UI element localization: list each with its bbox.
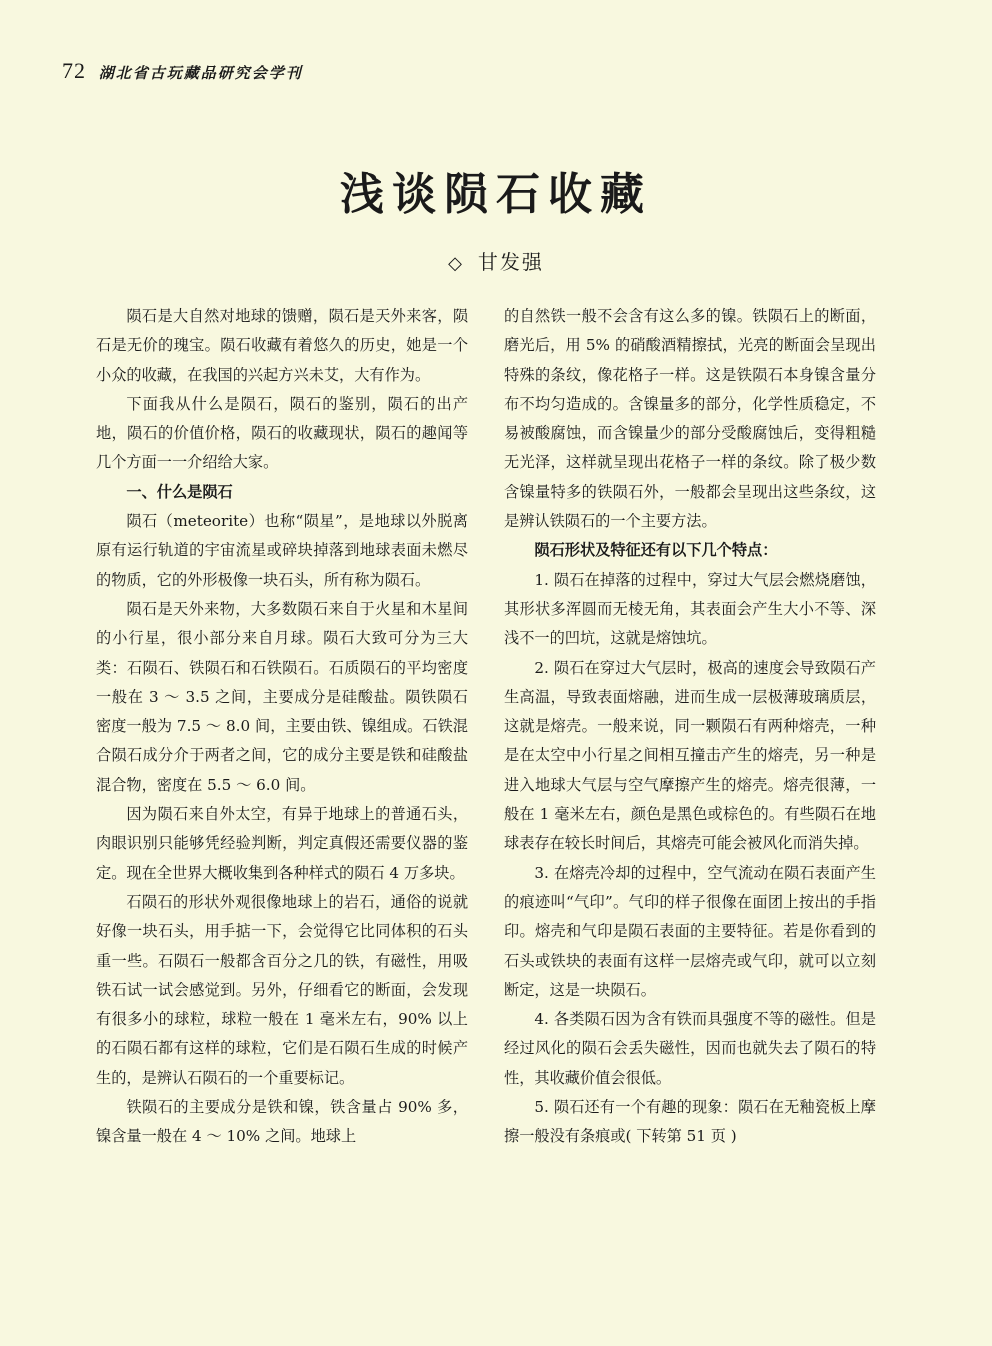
paragraph: 下面我从什么是陨石，陨石的鉴别，陨石的出产地，陨石的价值价格，陨石的收藏现状，陨石的趣闻等几个方面一一介绍给大家。 xyxy=(96,394,468,472)
right-column xyxy=(504,302,876,1152)
paragraph: 陨石是天外来物，大多数陨石来自于火星和木星间的小行星，很小部分来自月球。陨石大致可分为三大类：石陨石、铁陨石和石铁陨石。石质陨石的平均密度一般在 3 ～ 3.5 之间，主要成分是硅酸盐。陨铁陨石密度一般为 7.5 ～ 8.0 间，主要由铁、镍组成。石铁混合陨石成分介于两者之间，它的成分主要是铁和硅酸盐混合物，密度在 5.5 ～ 6.0 间。 xyxy=(96,599,468,794)
list-item: 3. 在熔壳冷却的过程中，空气流动在陨石表面产生的痕迹叫“气印”。气印的样子很像在面团上按出的手指印。熔壳和气印是陨石表面的主要特征。若是你看到的石头或铁块的表面有这样一层熔壳或气印，就可以立刻断定，这是一块陨石。 xyxy=(504,863,876,999)
author-line xyxy=(0,246,992,275)
paragraph: 铁陨石的主要成分是铁和镍，铁含量占 90% 多，镍含量一般在 4 ～ 10% 之间。地球上 xyxy=(96,1098,468,1146)
author-name: 甘发强 xyxy=(477,250,544,274)
running-header xyxy=(62,58,303,84)
list-item: 5. 陨石还有一个有趣的现象：陨石在无釉瓷板上摩擦一般没有条痕或( 下转第 51 页 ) xyxy=(504,1098,876,1146)
list-item: 4. 各类陨石因为含有铁而具强度不等的磁性。但是经过风化的陨石会丢失磁性，因而也就失去了陨石的特性，其收藏价值会很低。 xyxy=(504,1010,876,1087)
paragraph: 因为陨石来自外太空，有异于地球上的普通石头，肉眼识别只能够凭经验判断，判定真假还需要仪器的鉴定。现在全世界大概收集到各种样式的陨石 4 万多块。 xyxy=(96,805,468,882)
left-column xyxy=(96,302,468,1152)
paragraph: 陨石是大自然对地球的馈赠，陨石是天外来客，陨石是无价的瑰宝。陨石收藏有着悠久的历史，她是一个小众的收藏，在我国的兴起方兴未艾，大有作为。 xyxy=(96,307,468,384)
list-item: 1. 陨石在掉落的过程中，穿过大气层会燃烧磨蚀，其形状多浑圆而无棱无角，其表面会产生大小不等、深浅不一的凹坑，这就是熔蚀坑。 xyxy=(504,570,876,648)
journal-name: 湖北省古玩藏品研究会学刊 xyxy=(98,64,303,82)
article-title: 浅谈陨石收藏 xyxy=(340,169,652,220)
section-heading: 一、什么是陨石 xyxy=(126,482,233,501)
paragraph: 石陨石的形状外观很像地球上的岩石，通俗的说就好像一块石头，用手掂一下，会觉得它比同体积的石头重一些。石陨石一般都含百分之几的铁，有磁性，用吸铁石试一试会感觉到。另外，仔细看它的断面，会发现有很多小的球粒，球粒一般在 1 毫米左右，90% 以上的石陨石都有这样的球粒，它们是石陨石生成的时候产生的，是辨认石陨石的一个重要标记。 xyxy=(96,892,468,1087)
paragraph: 陨石（meteorite）也称“陨星”，是地球以外脱离原有运行轨道的宇宙流星或碎块掉落到地球表面未燃尽的物质，它的外形极像一块石头，所有称为陨石。 xyxy=(96,512,468,589)
diamond-icon: ◇ xyxy=(448,253,464,274)
list-item: 2. 陨石在穿过大气层时，极高的速度会导致陨石产生高温，导致表面熔融，进而生成一层极薄玻璃质层，这就是熔壳。一般来说，同一颗陨石有两种熔壳，一种是在太空中小行星之间相互撞击产生的熔壳，另一种是进入地球大气层与空气摩擦产生的熔壳。熔壳很薄，一般在 1 毫米左右，颜色是黑色或棕色的。有些陨石在地球表存在较长时间后，其熔壳可能会被风化而消失掉。 xyxy=(504,658,876,853)
page-number: 72 xyxy=(62,58,86,83)
section-heading: 陨石形状及特征还有以下几个特点： xyxy=(534,541,778,560)
paragraph-continued: 的自然铁一般不会含有这么多的镍。铁陨石上的断面，磨光后，用 5% 的硝酸酒精擦拭，光亮的断面会呈现出特殊的条纹，像花格子一样。这是铁陨石本身镍含量分布不均匀造成的。含镍量多的部分，化学性质稳定，不易被酸腐蚀，而含镍量少的部分受酸腐蚀后，变得粗糙无光泽，这样就呈现出花格子一样的条纹。除了极少数含镍量特多的铁陨石外，一般都会呈现出这些条纹，这是辨认铁陨石的一个主要方法。 xyxy=(504,307,876,531)
